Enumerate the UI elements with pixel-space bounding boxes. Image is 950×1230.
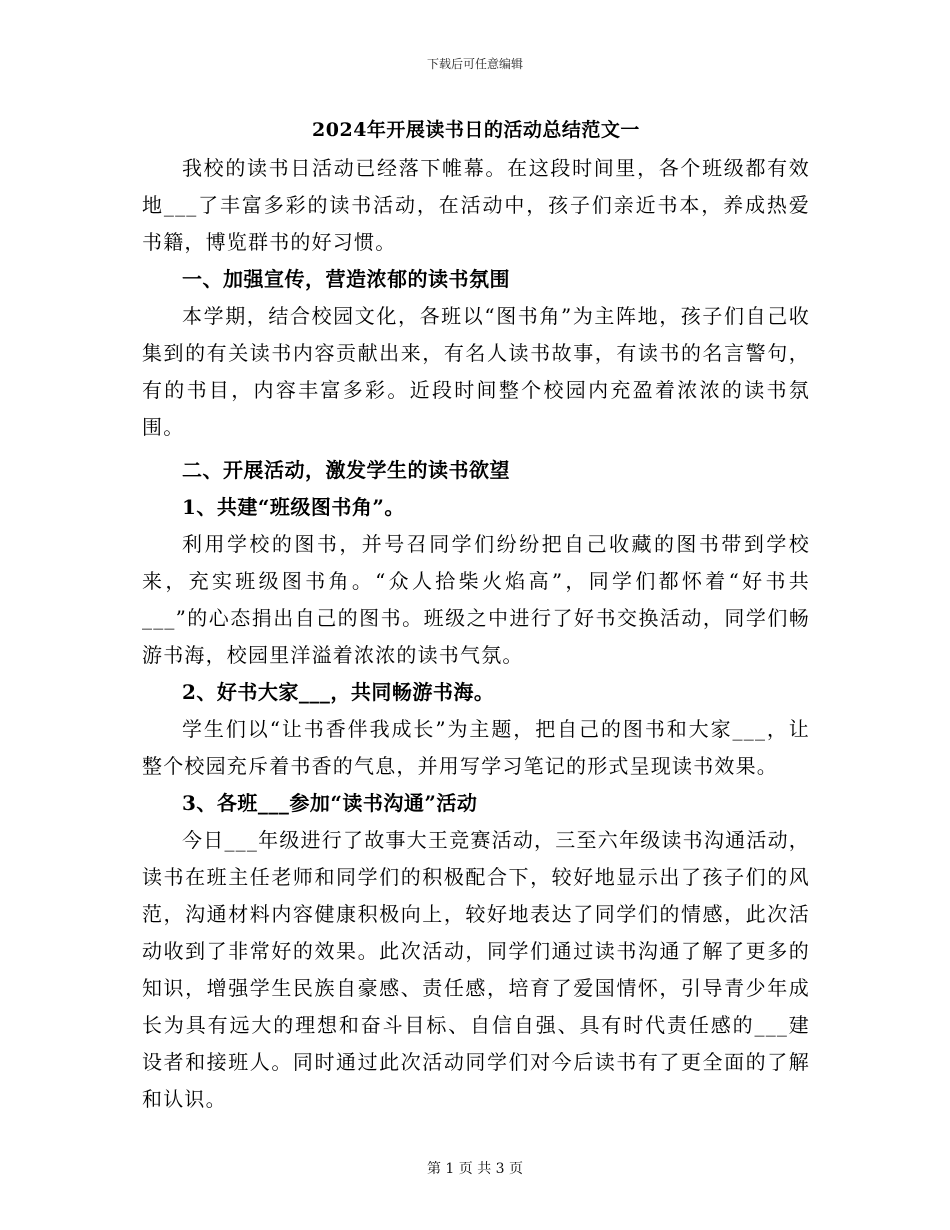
subsection2-paragraph: 学生们以“让书香伴我成长”为主题，把自己的图书和大家___，让整个校园充斥着书香的气息，并用写学习笔记的形式呈现读书效果。 xyxy=(142,717,810,778)
header-note: 下载后可任意编辑 xyxy=(426,57,523,71)
subsection3-paragraph: 今日___年级进行了故事大王竞赛活动，三至六年级读书沟通活动，读书在班主任老师和同学们的积极配合下，较好地显示出了孩子们的风范，沟通材料内容健康积极向上，较好地表达了同学们的情感，此次活动收到了非常好的效果。此次活动，同学们通过读书沟通了解了更多的知识，增强学生民族自豪感、责任感，培育了爱国情怀，引导青少年成长为具有远大的理想和奋斗目标、自信自强、具有时代责任感的___建设者和接班人。同时通过此次活动同学们对今后读书有了更全面的了解和认识。 xyxy=(142,828,810,1111)
subsection1-paragraph: 利用学校的图书，并号召同学们纷纷把自己收藏的图书带到学校来，充实班级图书角。“众人拾柴火焰高”，同学们都怀着“好书共___”的心态捐出自己的图书。班级之中进行了好书交换活动，同学们畅游书海，校园里洋溢着浓浓的读书气氛。 xyxy=(142,532,810,667)
section1-paragraph: 本学期，结合校园文化，各班以“图书角”为主阵地，孩子们自己收集到的有关读书内容贡献出来，有名人读书故事，有读书的名言警句，有的书目，内容丰富多彩。近段时间整个校园内充盈着浓浓的读书氛围。 xyxy=(142,304,810,439)
section1-heading: 一、加强宣传，营造浓郁的读书氛围 xyxy=(182,267,510,291)
section2-heading: 二、开展活动，激发学生的读书欲望 xyxy=(182,458,510,482)
subsection2-heading: 2、好书大家___，共同畅游书海。 xyxy=(182,680,495,704)
document-title: 2024年开展读书日的活动总结范文一 xyxy=(312,119,640,141)
document-body xyxy=(142,112,810,1118)
subsection3-heading: 3、各班___参加“读书沟通”活动 xyxy=(182,791,478,815)
subsection1-heading: 1、共建“班级图书角”。 xyxy=(182,495,405,519)
intro-paragraph: 我校的读书日活动已经落下帷幕。在这段时间里，各个班级都有效地___了丰富多彩的读书活动，在活动中，孩子们亲近书本，养成热爱书籍，博览群书的好习惯。 xyxy=(142,156,810,254)
page-footer: 第 1 页 共 3 页 xyxy=(426,1161,524,1177)
